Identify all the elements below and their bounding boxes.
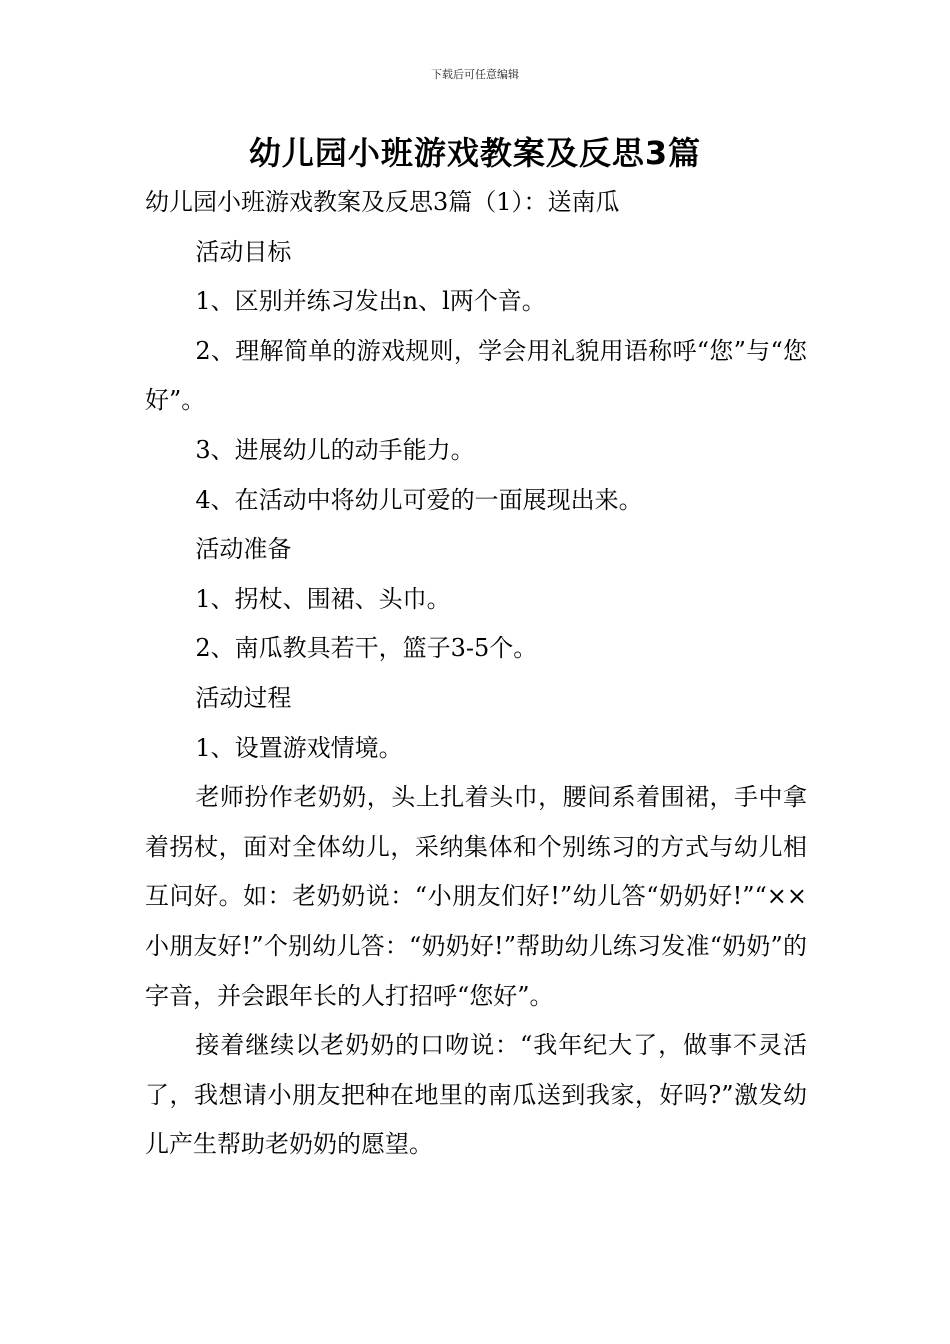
preparation-item-1: 1、拐杖、围裙、头巾。 — [195, 584, 451, 613]
heading-activity-process: 活动过程 — [195, 683, 292, 712]
preparation-item-2: 2、南瓜教具若干，篮子3-5个。 — [195, 634, 538, 663]
goal-item-2: 2、理解简单的游戏规则，学会用礼貌用语称呼“您”与“您好”。 — [145, 336, 807, 415]
goal-item-3: 3、进展幼儿的动手能力。 — [195, 435, 475, 464]
section-subtitle: 幼儿园小班游戏教案及反思3篇（1）：送南瓜 — [145, 188, 620, 216]
process-paragraph-2: 接着继续以老奶奶的口吻说：“我年纪大了，做事不灵活了，我想请小朋友把种在地里的南瓜送到我家，好吗?”激发幼儿产生帮助老奶奶的愿望。 — [145, 1031, 807, 1159]
heading-activity-preparation: 活动准备 — [195, 535, 292, 564]
header-note: 下载后可任意编辑 — [431, 68, 519, 81]
document-title: 幼儿园小班游戏教案及反思3篇 — [248, 134, 702, 172]
process-step-1: 1、设置游戏情境。 — [195, 733, 403, 762]
heading-activity-goals: 活动目标 — [195, 237, 292, 266]
goal-item-4: 4、在活动中将幼儿可爱的一面展现出来。 — [195, 485, 643, 514]
goal-item-1: 1、区别并练习发出n、l两个音。 — [195, 287, 546, 316]
process-paragraph-1: 老师扮作老奶奶，头上扎着头巾，腰间系着围裙，手中拿着拐杖，面对全体幼儿，采纳集体和个别练习的方式与幼儿相互问好。如：老奶奶说：“小朋友们好!”幼儿答“奶奶好!”“××小朋友好!”个别幼儿答：“奶奶好!”帮助幼儿练习发准“奶奶”的字音，并会跟年长的人打招呼“您好”。 — [145, 783, 807, 1010]
document-body — [145, 178, 807, 1170]
